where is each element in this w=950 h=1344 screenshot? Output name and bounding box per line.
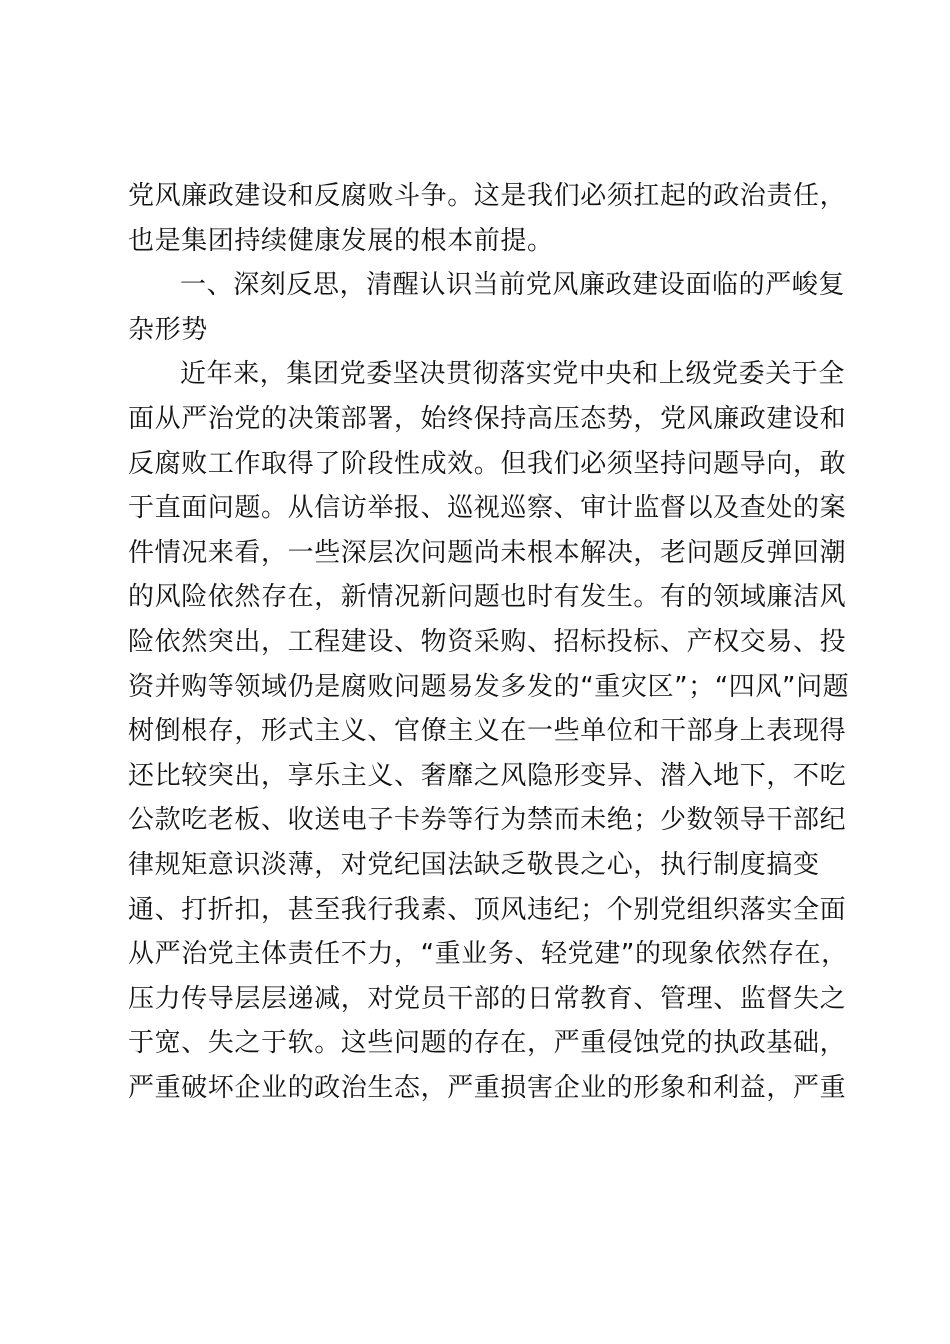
text-line: 近年来，集团党委坚决贯彻落实党中央和上级党委关于全 bbox=[180, 359, 846, 389]
text-line: 资并购等领域仍是腐败问题易发多发的“重灾区”；“四风”问题 bbox=[128, 672, 850, 702]
text-line: 树倒根存，形式主义、官僚主义在一些单位和干部身上表现得 bbox=[128, 716, 847, 746]
text-line: 也是集团持续健康发展的根本前提。 bbox=[128, 226, 554, 256]
text-line: 险依然突出，工程建设、物资采购、招标投标、产权交易、投 bbox=[128, 627, 847, 657]
text-line: 通、打折扣，甚至我行我素、顶风违纪；个别党组织落实全面 bbox=[128, 895, 847, 925]
text-line: 还比较突出，享乐主义、奢靡之风隐形变异、潜入地下，不吃 bbox=[128, 761, 847, 791]
text-line: 于直面问题。从信访举报、巡视巡察、审计监督以及查处的案 bbox=[128, 493, 847, 523]
text-line: 从严治党主体责任不力，“重业务、轻党建”的现象依然存在， bbox=[128, 939, 848, 969]
text-line: 杂形势 bbox=[128, 315, 208, 345]
text-line: 反腐败工作取得了阶段性成效。但我们必须坚持问题导向，敢 bbox=[128, 449, 847, 479]
text-line: 压力传导层层递减，对党员干部的日常教育、管理、监督失之 bbox=[128, 984, 847, 1014]
text-line: 严重破坏企业的政治生态，严重损害企业的形象和利益，严重 bbox=[128, 1073, 847, 1103]
text-line: 律规矩意识淡薄，对党纪国法缺乏敬畏之心，执行制度搞变 bbox=[128, 850, 820, 880]
text-line: 面从严治党的决策部署，始终保持高压态势，党风廉政建设和 bbox=[128, 404, 847, 434]
text-line: 一、深刻反思，清醒认识当前党风廉政建设面临的严峻复 bbox=[180, 270, 846, 300]
text-line: 件情况来看，一些深层次问题尚未根本解决，老问题反弹回潮 bbox=[128, 538, 847, 568]
text-line: 的风险依然存在，新情况新问题也时有发生。有的领域廉洁风 bbox=[128, 582, 847, 612]
text-line: 党风廉政建设和反腐败斗争。这是我们必须扛起的政治责任， bbox=[128, 181, 847, 211]
text-line: 于宽、失之于软。这些问题的存在，严重侵蚀党的执政基础， bbox=[128, 1028, 847, 1058]
text-line: 公款吃老板、收送电子卡券等行为禁而未绝；少数领导干部纪 bbox=[128, 805, 847, 835]
